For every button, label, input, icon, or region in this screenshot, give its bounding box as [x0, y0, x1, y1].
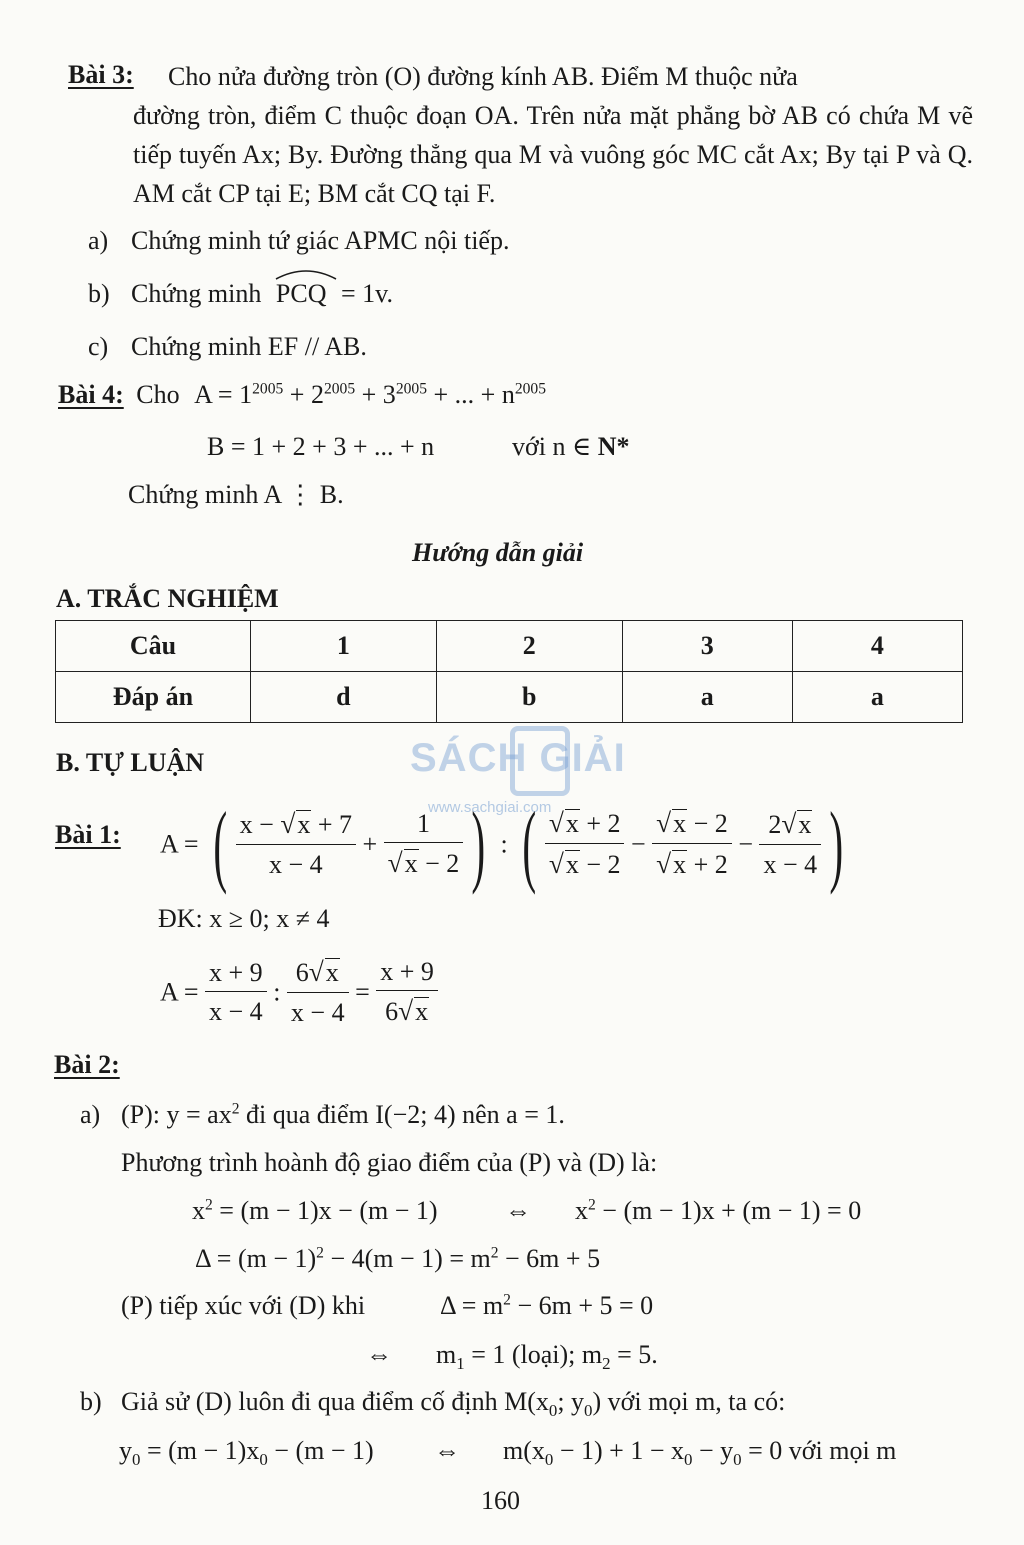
watermark-url: www.sachgiai.com [428, 799, 552, 816]
watermark-word: SÁCH GIẢI [410, 736, 626, 780]
cell-q4: 4 [792, 621, 962, 672]
bai2-b-marker: b) [80, 1387, 102, 1416]
bai4-a-expr: $A = 1^{2005} + 2^{2005} + 3^{2005}$ + ... + $n^{2005}$ [194, 380, 547, 409]
cell-answer-label: Đáp án [56, 672, 251, 723]
bai4-setN: N* [597, 432, 630, 461]
cell-a3: a [622, 672, 792, 723]
bai2-a-marker: a) [80, 1100, 101, 1129]
bai4-label: Bài 4: [58, 380, 124, 409]
bai3-intro: Cho nửa đường tròn (O) đường kính AB. Điểm M thuộc nửa [168, 62, 798, 91]
bai3-label: Bài 3: [68, 60, 134, 89]
bai2-tx-eq: $\Delta = m^2 - 6m + 5 = 0$ [440, 1291, 654, 1320]
bai3-c-marker: c) [88, 332, 109, 361]
bai3-b-marker: b) [88, 279, 110, 308]
bai1-label: Bài 1: [55, 820, 121, 849]
bai3-c-text: Chứng minh EF // AB. [131, 332, 367, 361]
bai1-result: A = $\frac{x + 9}{x - 4}$ : $\frac{6√x}{x - 4}$ = $\frac{x + 9}{6√x}$ [160, 956, 438, 1028]
cell-a2: b [436, 672, 622, 723]
bai3-a-text: Chứng minh tứ giác APMC nội tiếp. [131, 226, 510, 255]
bai1-condition: ĐK: x ≥ 0; x ≠ 4 [158, 904, 330, 933]
bai4-cho: Cho [136, 380, 180, 409]
cell-q3: 3 [622, 621, 792, 672]
bai4-b-line: B = 1 + 2 + 3 + ... + n [207, 432, 435, 461]
bai4-prove: Chứng minh A ⋮ B. [128, 480, 344, 509]
page-number: 160 [481, 1486, 520, 1515]
bai2-a-text: (P): $y = ax^2$ đi qua điểm I(−2; 4) nên a = 1. [121, 1100, 565, 1129]
angle-arc [276, 281, 327, 307]
bai2-b-right: $m(x_0 - 1) + 1 - x_0 - y_0 = 0$ với mọi m [503, 1436, 897, 1470]
bai2-delta: $\Delta = (m - 1)^2 - 4(m - 1) = m^2 - 6m + 5$ [195, 1244, 601, 1273]
answer-row-header [56, 621, 963, 672]
bai4-cond: với n ∈ [512, 432, 592, 461]
cell-a1: d [251, 672, 437, 723]
bai2-b-left: $y_0 = (m - 1)x_0 - (m - 1)$ [119, 1436, 374, 1470]
bai2-eq1-left: $x^2 = (m - 1)x - (m - 1)$ [192, 1196, 438, 1225]
section-a-title: A. TRẮC NGHIỆM [56, 584, 279, 613]
section-b-title: B. TỰ LUẬN [56, 748, 205, 777]
bai2-pt: Phương trình hoành độ giao điểm của (P) và (D) là: [121, 1148, 658, 1177]
bai2-m-roots: $m_1 = 1$ (loại); $m_2 = 5$. [436, 1340, 658, 1374]
bai3-b-text: Chứng minh [131, 279, 262, 308]
cell-a4: a [792, 672, 962, 723]
bai2-eq1-right: $x^2 - (m - 1)x + (m - 1) = 0$ [575, 1196, 862, 1225]
answer-row-values [56, 672, 963, 723]
bai2-eq1-iff: ⇔ [505, 1196, 531, 1225]
cell-header: Câu [56, 621, 251, 672]
bai2-b-iff: ⇔ [434, 1436, 460, 1465]
bai3-a-marker: a) [88, 226, 109, 255]
guide-title: Hướng dẫn giải [412, 538, 584, 567]
bai3-b-angle: PCQ [275, 279, 327, 308]
bai2-tx: (P) tiếp xúc với (D) khi [121, 1291, 366, 1320]
bai2-b-text: Giả sử (D) luôn đi qua điểm cố định $M(x_0$; $y_0$) với mọi m, ta có: [121, 1387, 786, 1421]
answer-table [55, 620, 963, 723]
cell-q1: 1 [251, 621, 437, 672]
bai3-body: đường tròn, điểm C thuộc đoạn OA. Trên nửa mặt phẳng bờ AB có chứa M vẽ tiếp tuyến Ax; By. Đường thẳng qua M và vuông góc MC cắt Ax; By tại P và Q. AM cắt CP tại E; BM cắt CQ tại F. [133, 101, 973, 208]
bai2-label: Bài 2: [54, 1050, 120, 1079]
bai2-m-iff: ⇔ [366, 1340, 392, 1369]
cell-q2: 2 [436, 621, 622, 672]
bai1-formula: A = ( $\frac{x - √x + 7}{x - 4}$ + $\frac{1}{√x - 2}$ ) : ( $\frac{√x + 2}{√x - 2}$ − $\frac{√x - 2}{√x + 2}$ − $\frac{2√x}{x - 4}$ ) [160, 793, 844, 895]
bai3-b-rest: = 1v. [340, 279, 393, 308]
